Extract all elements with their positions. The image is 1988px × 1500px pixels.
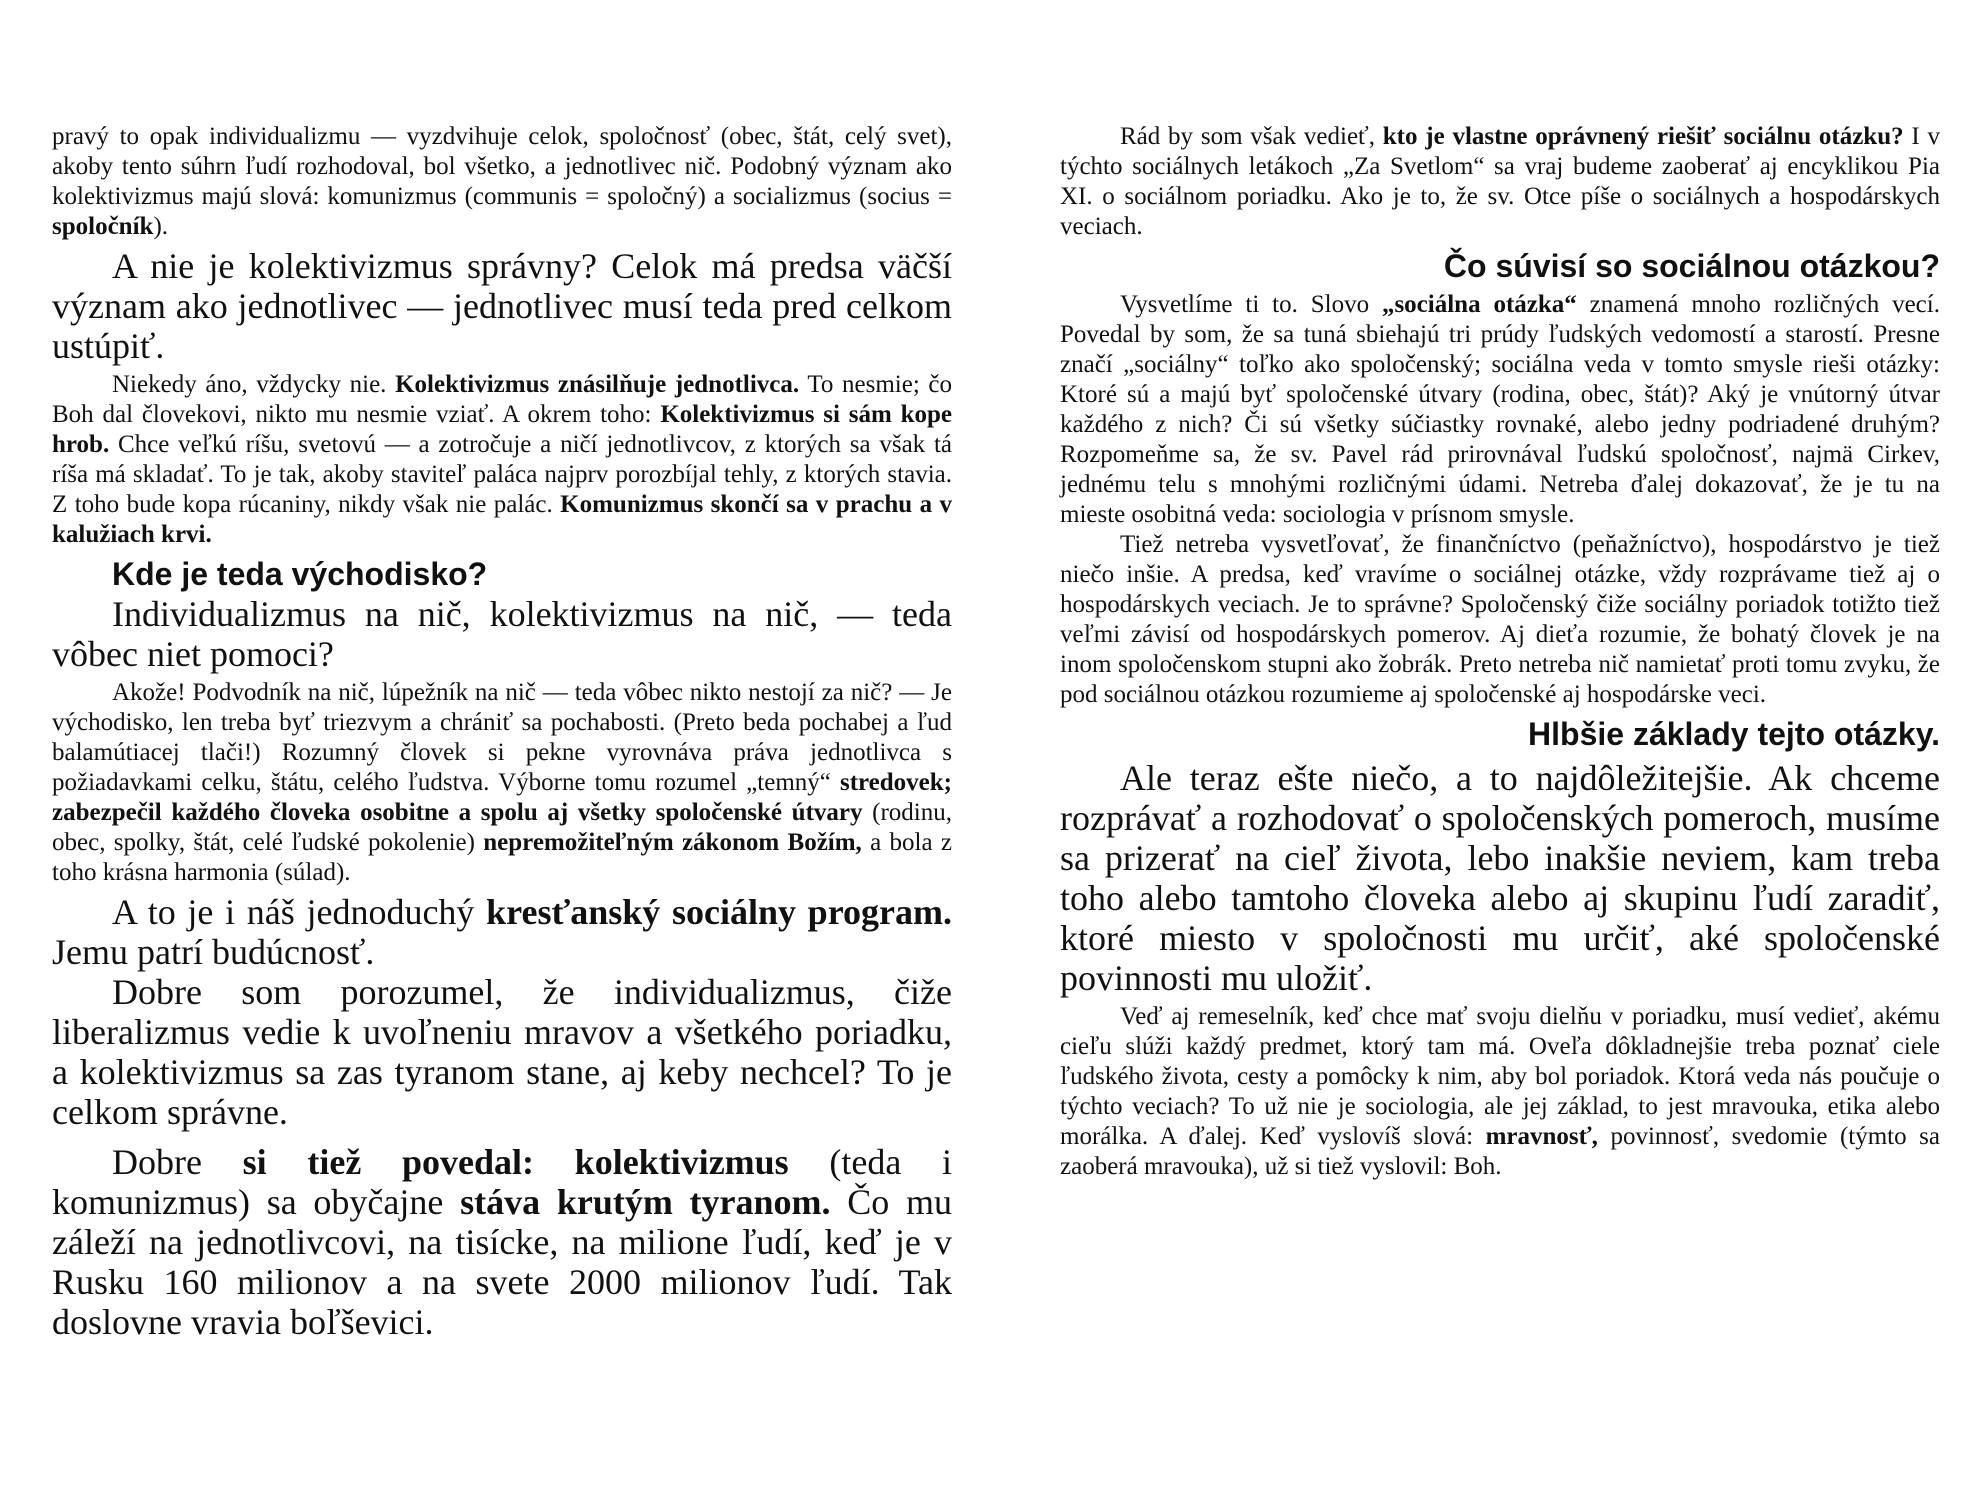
- paragraph-christian-program: A to je i náš jednoduchý kresťanský sociálny program. Jemu patrí budúcnosť.: [52, 892, 952, 972]
- left-column: [52, 122, 952, 1342]
- question-no-help: Individualizmus na nič, kolektivizmus na nič, — teda vôbec niet pomoci?: [52, 594, 952, 674]
- heading-where-is-way-out: Kde je teda východisko?: [112, 556, 488, 592]
- question-liberalism-tyranny: Dobre som porozumel, že individualizmus, čiže liberalizmus vedie k uvoľneniu mravov a všetkého poriadku, a kolektivizmus sa zas tyranom stane, aj keby nechcel? To je celkom správne.: [52, 972, 952, 1132]
- paragraph-economy-and-society: Tiež netreba vysvetľovať, že finančníctvo (peňažníctvo), hospodárstvo je tiež niečo inšie. A predsa, keď vravíme o sociálnej otázke, vždy rozprávame tiež aj o hospodárskych veciach. Je to správne? Spoločenský čiže sociálny poriadok totižto tiež veľmi závisí od hospodárskych pomerov. Aj dieťa rozumie, že bohatý človek je na inom spoločenskom stupni ako žobrák. Preto netreba nič namietať proti tomu zvyku, že pod sociálnou otázkou rozumieme aj spoločenské aj hospodárske veci.: [1060, 531, 1940, 708]
- paragraph-bolshevik-tyranny: Dobre si tiež povedal: kolektivizmus (teda i komunizmus) sa obyčajne stáva krutým tyranom. Čo mu záleží na jednotlivcovi, na tisícke, na milione ľudí, keď je v Rusku 160 milionov a na svete 2000 milionov ľudí. Tak doslovne vravia boľševici.: [52, 1142, 953, 1342]
- paragraph-craftsman-example: Veď aj remeselník, keď chce mať svoju dielňu v poriadku, musí vedieť, akému cieľu slúži každý predmet, ktorý tam má. Oveľa dôkladnejšie treba poznať ciele ľudského života, cesty a pomôcky k nim, aby bol poriadok. Ktorá veda nás poučuje o týchto veciach? To už nie je sociologia, ale jej základ, to jest mravouka, etika alebo morálka. A ďalej. Keď vyslovíš slová: mravnosť, povinnosť, svedomie (týmto sa zaoberá mravouka), už si tiež vyslovil: Boh.: [1060, 1003, 1940, 1180]
- heading-related-to-social-question: Čo súvisí so sociálnou otázkou?: [1443, 248, 1940, 284]
- question-collectivism-right: A nie je kolektivizmus správny? Celok má predsa väčší význam ako jednotlivec — jednotlivec musí teda pred celkom ustúpiť.: [52, 246, 952, 366]
- right-column: [1060, 122, 1940, 1182]
- paragraph-goal-of-life: Ale teraz ešte niečo, a to najdôležitejšie. Ak chceme rozprávať a rozhodovať o spoločenských pomeroch, musíme sa prizerať na cieľ života, lebo inakšie neviem, kam treba toho alebo tamtoho človeka alebo aj skupinu ľudí zaradiť, ktoré miesto v spoločnosti mu určiť, aké spoločenské povinnosti mu uložiť.: [1060, 758, 1940, 998]
- paragraph-who-solves-social-question: Rád by som však vedieť, kto je vlastne oprávnený riešiť sociálnu otázku? I v týchto sociálnych letákoch „Za Svetlom“ sa vraj budeme zaoberať aj encyklikou Pia XI. o sociálnom poriadku. Ako je to, že sv. Otce píše o sociálnych a hospodárskych veciach.: [1060, 123, 1940, 240]
- paragraph-individualism-contrast: pravý to opak individualizmu — vyzdvihuje celok, spoločnosť (obec, štát, celý svet), akoby tento súhrn ľudí rozhodoval, bol všetko, a jednotlivec nič. Podobný význam ako kolektivizmus majú slová: komunizmus (communis = spoločný) a socializmus (socius = spoločník).: [52, 123, 952, 240]
- heading-deeper-foundations: Hlbšie základy tejto otázky.: [1528, 716, 1940, 752]
- paragraph-social-question-meaning: Vysvetlíme ti to. Slovo „sociálna otázka“ znamená mnoho rozličných vecí. Povedal by som, že sa tuná sbiehajú tri prúdy ľudských vedomostí a starostí. Presne značí „sociálny“ toľko ako spoločenský; sociálna veda v tomto smysle rieši otázky: Ktoré sú a majú byť spoločenské útvary (rodina, obec, štát)? Aký je vnútorný útvar každého z nich? Či sú všetky súčiastky rovnaké, alebo jedny podriadené druhým? Rozpomeňme sa, že sv. Pavel rád prirovnával ľudskú spoločnosť, najmä Cirkev, jednému telu s mnohými rozličnými údami. Netreba ďalej dokazovať, že je tu na mieste osobitná veda: sociologia v prísnom smysle.: [1060, 291, 1940, 528]
- paragraph-way-out-answer: Akože! Podvodník na nič, lúpežník na nič — teda vôbec nikto nestojí za nič? — Je východisko, len treba byť triezvym a chrániť sa pochabosti. (Preto beda pochabej a ľud balamútiacej tlači!) Rozumný človek si pekne vyrovnáva práva jednotlivca s požiadavkami celku, štátu, celého ľudstva. Výborne tomu rozumel „temný“ stredovek; zabezpečil každého človeka osobitne a spolu aj všetky spoločenské útvary (rodinu, obec, spolky, štát, celé ľudské pokolenie) nepremožiteľným zákonom Božím, a bola z toho krásna harmonia (súlad).: [52, 679, 953, 886]
- paragraph-collectivism-answer: Niekedy áno, vždycky nie. Kolektivizmus znásilňuje jednotlivca. To nesmie; čo Boh dal človekovi, nikto mu nesmie vziať. A okrem toho: Kolektivizmus si sám kope hrob. Chce veľkú ríšu, svetovú — a zotročuje a ničí jednotlivcov, z ktorých sa však tá ríša má skladať. To je tak, akoby staviteľ paláca najprv porozbíjal tehly, z ktorých stavia. Z toho bude kopa rúcaniny, nikdy však nie palác. Komunizmus skončí sa v prachu a v kalužiach krvi.: [52, 371, 953, 548]
